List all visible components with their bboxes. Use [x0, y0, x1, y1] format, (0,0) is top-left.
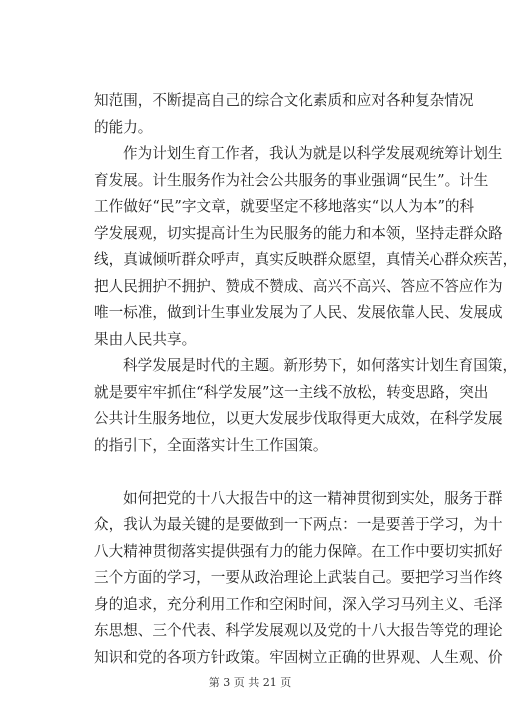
text-line: 把人民拥护不拥护、赞成不赞成、高兴不高兴、答应不答应作为 [94, 277, 503, 295]
text-line: 东思想、三个代表、科学发展观以及党的十八大报告等党的理论 [94, 622, 503, 639]
text-line: 就是要牢牢抓住“科学发展”这一主线不放松，转变思路，突出 [94, 383, 489, 401]
text-line: 众，我认为最关键的是要做到一下两点：一是要善于学习，为十 [94, 516, 503, 533]
document-body [94, 88, 517, 671]
text-line: 线，真诚倾听群众呼声，真实反映群众愿望，真情关心群众疾苦， [94, 251, 517, 268]
text-line: 学发展观，切实提高计生为民服务的能力和本领，坚持走群众路 [94, 224, 503, 242]
text-line: 科学发展是时代的主题。新形势下，如何落实计划生育国策， [123, 357, 517, 374]
text-line: 作为计划生育工作者，我认为就是以科学发展观统筹计划生 [123, 145, 503, 162]
text-line: 公共计生服务地位，以更大发展步伐取得更大成效，在科学发展 [94, 410, 503, 427]
text-line: 工作做好“民”字文章，就要坚定不移地落实“以人为本”的科 [94, 198, 475, 215]
text-line: 育发展。计生服务作为社会公共服务的事业强调“民生”。计生 [94, 171, 489, 189]
text-line: 身的追求，充分利用工作和空闲时间，深入学习马列主义、毛泽 [94, 595, 503, 613]
text-line: 的能力。 [94, 118, 153, 136]
text-line: 的指引下，全面落实计生工作国策。 [94, 436, 328, 454]
text-line: 果由人民共享。 [94, 330, 197, 348]
blank-line [94, 459, 406, 486]
text-line: 如何把党的十八大报告中的这一精神贯彻到实处，服务于群 [123, 489, 503, 507]
text-line: 知识和党的各项方针政策。牢固树立正确的世界观、人生观、价 [94, 648, 503, 666]
text-line: 唯一标准，做到计生事业发展为了人民、发展依靠人民、发展成 [94, 304, 503, 321]
text-line: 知范围，不断提高自己的综合文化素质和应对各种复杂情况 [94, 92, 474, 109]
text-line: 三个方面的学习，一要从政治理论上武装自己。要把学习当作终 [94, 569, 503, 586]
text-line: 八大精神贯彻落实提供强有力的能力保障。在工作中要切实抓好 [94, 542, 503, 560]
page-footer: 第 3 页 共 21 页 [208, 676, 292, 689]
